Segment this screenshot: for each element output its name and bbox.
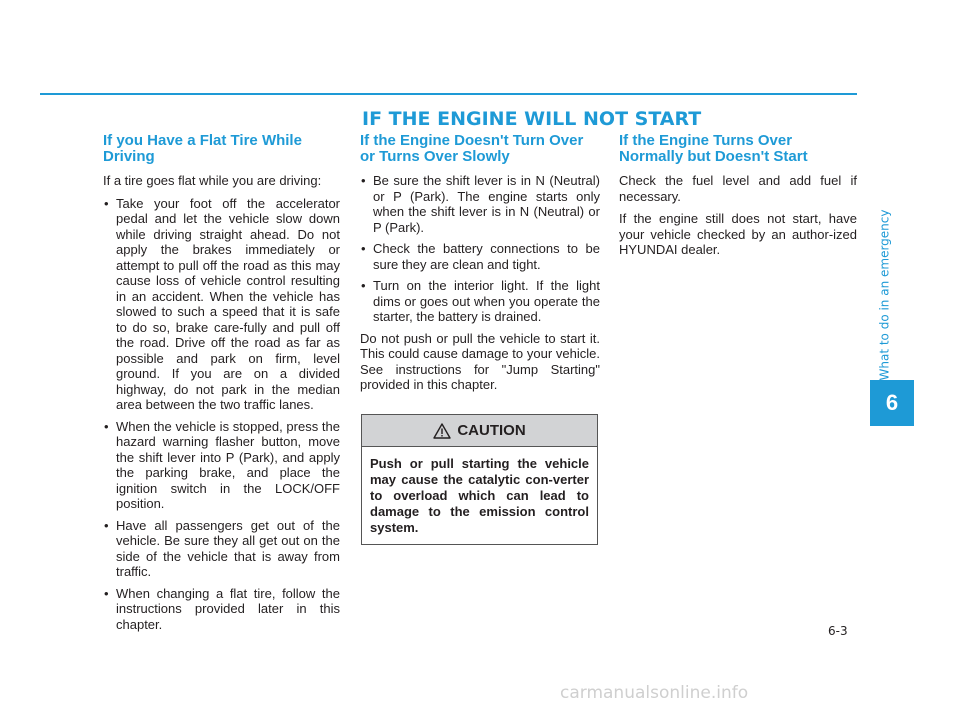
- column-engine-no-turn: [360, 133, 600, 400]
- caution-box: [361, 414, 598, 545]
- list-item: • Check the battery connections to be sure they are clean and tight.: [361, 241, 600, 272]
- heading-engine-no-turn: If the Engine Doesn't Turn Over or Turns Over Slowly: [360, 132, 584, 165]
- list-item: • Be sure the shift lever is in N (Neutral) or P (Park). The engine starts only when the shift lever is in N (Neutral) or P (Park).: [361, 173, 600, 235]
- chapter-tab: 6: [870, 380, 914, 426]
- list-item: • Take your foot off the accelerator pedal and let the vehicle slow down while driving straight ahead. Do not apply the brakes immediately or attempt to pull off the road as this may cause loss of vehicle control resulting in an accident. When the vehicle has slowed to such a speed that it is safe to do so, brake care-fully and pull off the road. Drive off the road as far as possible and park on firm, level ground. If you are on a divided highway, do not park in the median area between the two traffic lanes.: [104, 195, 340, 412]
- bullet-list-engine-no-turn: [360, 173, 600, 325]
- caution-label: CAUTION: [457, 422, 526, 439]
- paragraph-dealer: If the engine still does not start, have your vehicle checked by an author-ized HYUNDAI dealer.: [619, 211, 857, 257]
- column-engine-no-start: [619, 133, 857, 265]
- bullet-icon: •: [361, 173, 366, 188]
- side-tab-text: What to do in an emergency: [877, 209, 891, 381]
- heading-engine-no-start: If the Engine Turns Over Normally but Doesn't Start: [619, 132, 808, 165]
- heading-flat-tire: If you Have a Flat Tire While Driving: [103, 132, 302, 165]
- caution-text: Push or pull starting the vehicle may cause the catalytic con-verter to overload which can lead to damage to the emission control system.: [370, 456, 589, 535]
- warning-triangle-icon: [433, 423, 451, 439]
- top-rule: [40, 93, 857, 95]
- paragraph-no-push: Do not push or pull the vehicle to start it. This could cause damage to your vehicle. See instructions for "Jump Starting" provided in this chapter.: [360, 330, 600, 392]
- paragraph-fuel-level: Check the fuel level and add fuel if necessary.: [619, 173, 857, 204]
- list-item: • Have all passengers get out of the vehicle. Be sure they all get out on the side of the vehicle that is away from traffic.: [104, 517, 340, 579]
- list-item: • When changing a flat tire, follow the instructions provided later in this chapter.: [104, 585, 340, 632]
- list-item: • Turn on the interior light. If the light dims or goes out when you operate the starter, the battery is drained.: [361, 278, 600, 324]
- bullet-list-flat-tire: [103, 196, 340, 633]
- intro-flat-tire: If a tire goes flat while you are driving:: [103, 173, 322, 188]
- side-tab-label: [870, 210, 898, 380]
- bullet-icon: •: [104, 585, 109, 601]
- column-flat-tire: [103, 133, 340, 638]
- bullet-icon: •: [104, 517, 109, 533]
- watermark: carmanualsonline.info: [560, 683, 749, 703]
- section-title: IF THE ENGINE WILL NOT START: [362, 108, 702, 130]
- list-item: • When the vehicle is stopped, press the hazard warning flasher button, move the shift lever into P (Park), and apply the parking brake, and place the ignition switch in the LOCK/OFF position.: [104, 418, 340, 511]
- bullet-icon: •: [361, 278, 366, 293]
- caution-header: [362, 415, 597, 447]
- bullet-icon: •: [104, 195, 109, 211]
- bullet-icon: •: [104, 418, 109, 434]
- bullet-icon: •: [361, 241, 366, 256]
- page-number: 6-3: [828, 624, 848, 638]
